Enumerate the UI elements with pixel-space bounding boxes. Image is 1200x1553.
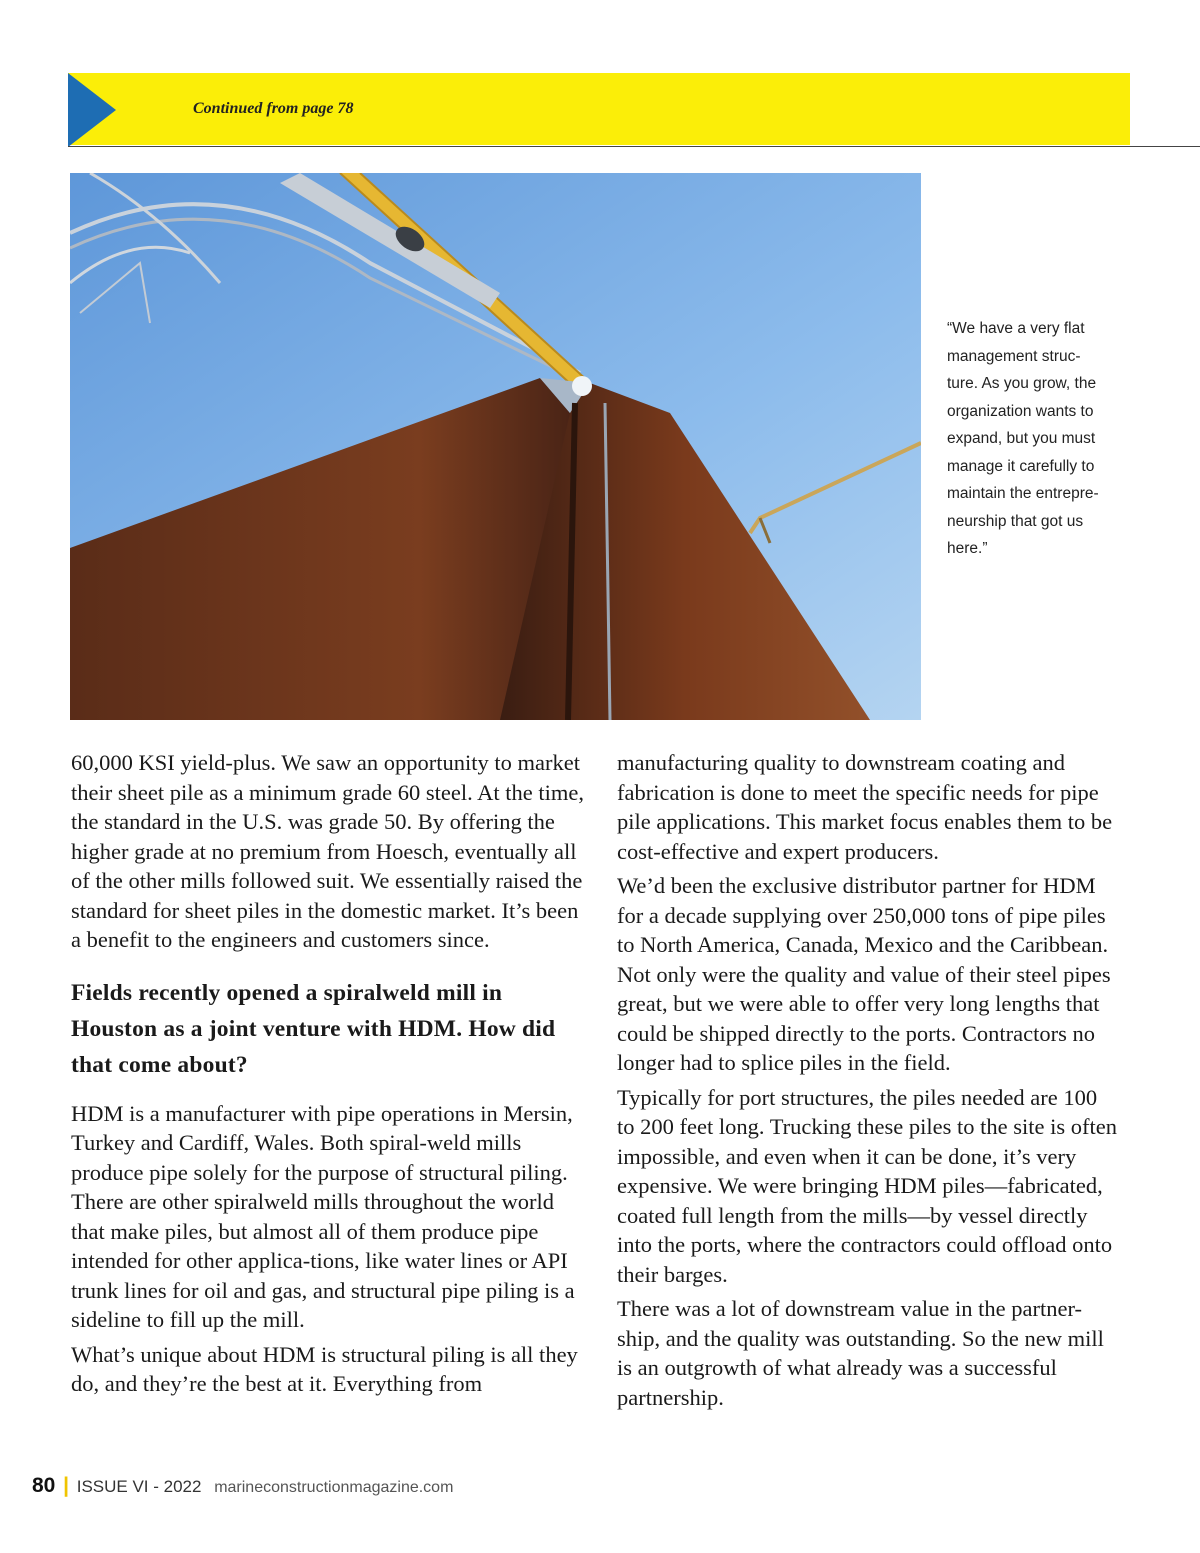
body-paragraph: 60,000 KSI yield-plus. We saw an opportunity to market their sheet pile as a minimum grade 60 steel. At the time, the standard in the U.S. was grade 50. By offering the higher grade at no premium from Hoesch, eventually all of the other mills followed suit. We essentially raised the standard for sheet piles in the domestic market. It’s been a benefit to the engineers and customers since. xyxy=(71,750,584,952)
page-number: 80 xyxy=(32,1474,56,1497)
pull-quote-line: neurship that got us xyxy=(947,512,1084,530)
pull-quote-line: ture. As you grow, the xyxy=(947,375,1097,392)
website-link[interactable]: marineconstructionmagazine.com xyxy=(214,1479,454,1496)
body-paragraph: We’d been the exclusive distributor partner for HDM for a decade supplying over 250,000 tons of pipe piles to North America, Canada, Mexico and the Caribbean. Not only were the quality and value of their steel pipes great, but we were able to offer very long lengths that could be shipped directly to the ports. Contractors no longer had to splice piles in the field. xyxy=(617,873,1111,1075)
body-paragraph: Typically for port structures, the piles needed are 100 to 200 feet long. Trucking these piles to the site is often impossible, and even when it can be done, it’s very expensive. We were bringing HDM piles—fabricated, coated full length from the mills—by vessel directly into the ports, where the contractors could offload onto their barges. xyxy=(617,1084,1117,1287)
pull-quote-line: manage it carefully to xyxy=(947,457,1095,475)
left-column xyxy=(71,748,593,1404)
issue-label: ISSUE VI - 2022 xyxy=(76,1477,202,1496)
arrow-icon xyxy=(68,73,116,147)
page-footer xyxy=(32,1474,453,1498)
pull-quote-line: maintain the entrepre- xyxy=(947,485,1099,502)
right-column xyxy=(617,748,1117,1417)
continued-from-label: Continued from page 78 xyxy=(193,100,354,117)
pull-quote-line: organization wants to xyxy=(947,402,1094,420)
pull-quote-line: here.” xyxy=(947,540,988,557)
body-paragraph: HDM is a manufacturer with pipe operations in Mersin, Turkey and Cardiff, Wales. Both spiral-weld mills produce pipe solely for the purpose of structural piling. There are other spiralweld mills throughout the world that make piles, but almost all of them produce pipe intended for other applica-tions, like water lines or API trunk lines for oil and gas, and structural pipe piling is a sideline to fill up the mill. xyxy=(71,1100,575,1332)
header-rule xyxy=(68,146,1200,147)
crane-and-steel-pile-photo xyxy=(70,173,921,720)
body-paragraph: There was a lot of downstream value in the partner-ship, and the quality was outstanding. So the new mill is an outgrowth of what already was a successful partnership. xyxy=(617,1296,1104,1410)
pull-quote-line: expand, but you must xyxy=(947,430,1096,447)
body-paragraph: manufacturing quality to downstream coating and fabrication is done to meet the specific needs for pipe pile applications. This market focus enables them to be cost-effective and expert producers. xyxy=(617,750,1113,864)
pull-quote xyxy=(947,315,1132,563)
body-paragraph: What’s unique about HDM is structural piling is all they do, and they’re the best at it. Everything from xyxy=(71,1341,578,1396)
footer-separator: | xyxy=(63,1474,69,1497)
pull-quote-line: management struc- xyxy=(947,347,1081,365)
section-heading: Fields recently opened a spiralweld mill in Houston as a joint venture with HDM. How did that come about? xyxy=(71,979,556,1078)
pull-quote-line: “We have a very flat xyxy=(947,320,1085,337)
